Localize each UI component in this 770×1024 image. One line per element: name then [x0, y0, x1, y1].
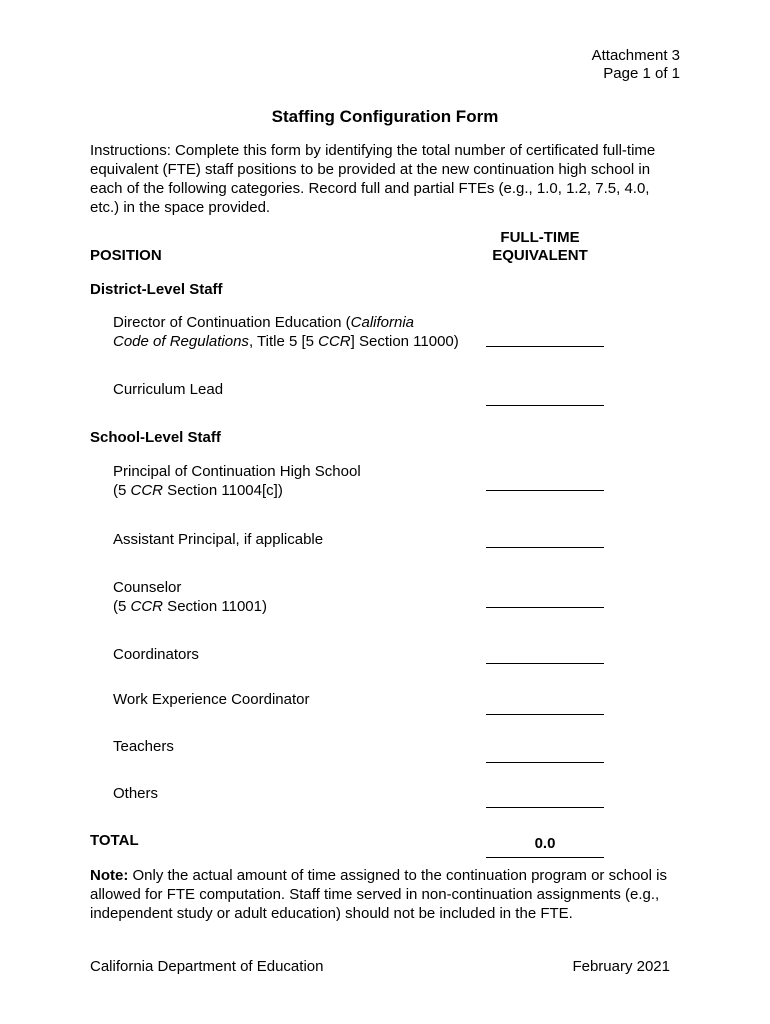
work-experience-coordinator-label: Work Experience Coordinator — [113, 691, 310, 708]
district-level-heading: District-Level Staff — [90, 281, 223, 298]
note-text: Only the actual amount of time assigned to the continuation program or school is allowed for FTE computation. Staff time served in non-continuation assignments (e.g., independent study or adult education) should not be included in the FTE. — [90, 867, 667, 922]
coordinators-label: Coordinators — [113, 646, 199, 663]
curriculum-lead-label: Curriculum Lead — [113, 381, 224, 398]
total-label: TOTAL — [90, 832, 139, 849]
footer-date: February 2021 — [572, 958, 670, 975]
teachers-label: Teachers — [113, 738, 174, 755]
assistant-principal-label: Assistant Principal, if applicable — [113, 531, 324, 548]
principal-fte-field[interactable] — [486, 490, 604, 491]
fte-header-line1: FULL-TIME — [500, 229, 580, 246]
instructions: Instructions: Complete this form by identifying the total number of certificated full-time equivalent (FTE) staff positions to be provided at the new continuation high school in each of the following categories. Record full and partial FTEs (e.g., 1.0, 1.2, 7.5, 4.0, etc.) in the space provided. — [90, 142, 656, 216]
director-fte-field[interactable] — [486, 346, 604, 347]
total-value: 0.0 — [534, 835, 556, 852]
work-experience-coordinator-fte-field[interactable] — [486, 714, 604, 715]
teachers-fte-field[interactable] — [486, 762, 604, 763]
footer-organization: California Department of Education — [90, 958, 324, 975]
principal-label: Principal of Continuation High School (5 CCR Section 11004[c]) — [113, 463, 361, 499]
assistant-principal-fte-field[interactable] — [486, 547, 604, 548]
school-level-heading: School-Level Staff — [90, 429, 221, 446]
page-title: Staffing Configuration Form — [271, 107, 499, 126]
others-label: Others — [113, 785, 159, 802]
counselor-label: Counselor (5 CCR Section 11001) — [113, 579, 267, 615]
fte-header-line2: EQUIVALENT — [492, 247, 588, 264]
page-number: Page 1 of 1 — [603, 65, 680, 82]
note — [90, 866, 685, 923]
counselor-fte-field[interactable] — [486, 607, 604, 608]
coordinators-fte-field[interactable] — [486, 663, 604, 664]
director-label: Director of Continuation Education (California Code of Regulations, Title 5 [5 CCR] Section 11000) — [113, 314, 459, 350]
note-label: Note: — [90, 867, 129, 884]
position-column-header: POSITION — [90, 247, 162, 264]
total-underline — [486, 857, 604, 858]
curriculum-lead-fte-field[interactable] — [486, 405, 604, 406]
fte-column-header — [470, 229, 610, 265]
attachment-label: Attachment 3 — [591, 47, 680, 64]
attachment-header — [592, 47, 680, 83]
others-fte-field[interactable] — [486, 807, 604, 808]
